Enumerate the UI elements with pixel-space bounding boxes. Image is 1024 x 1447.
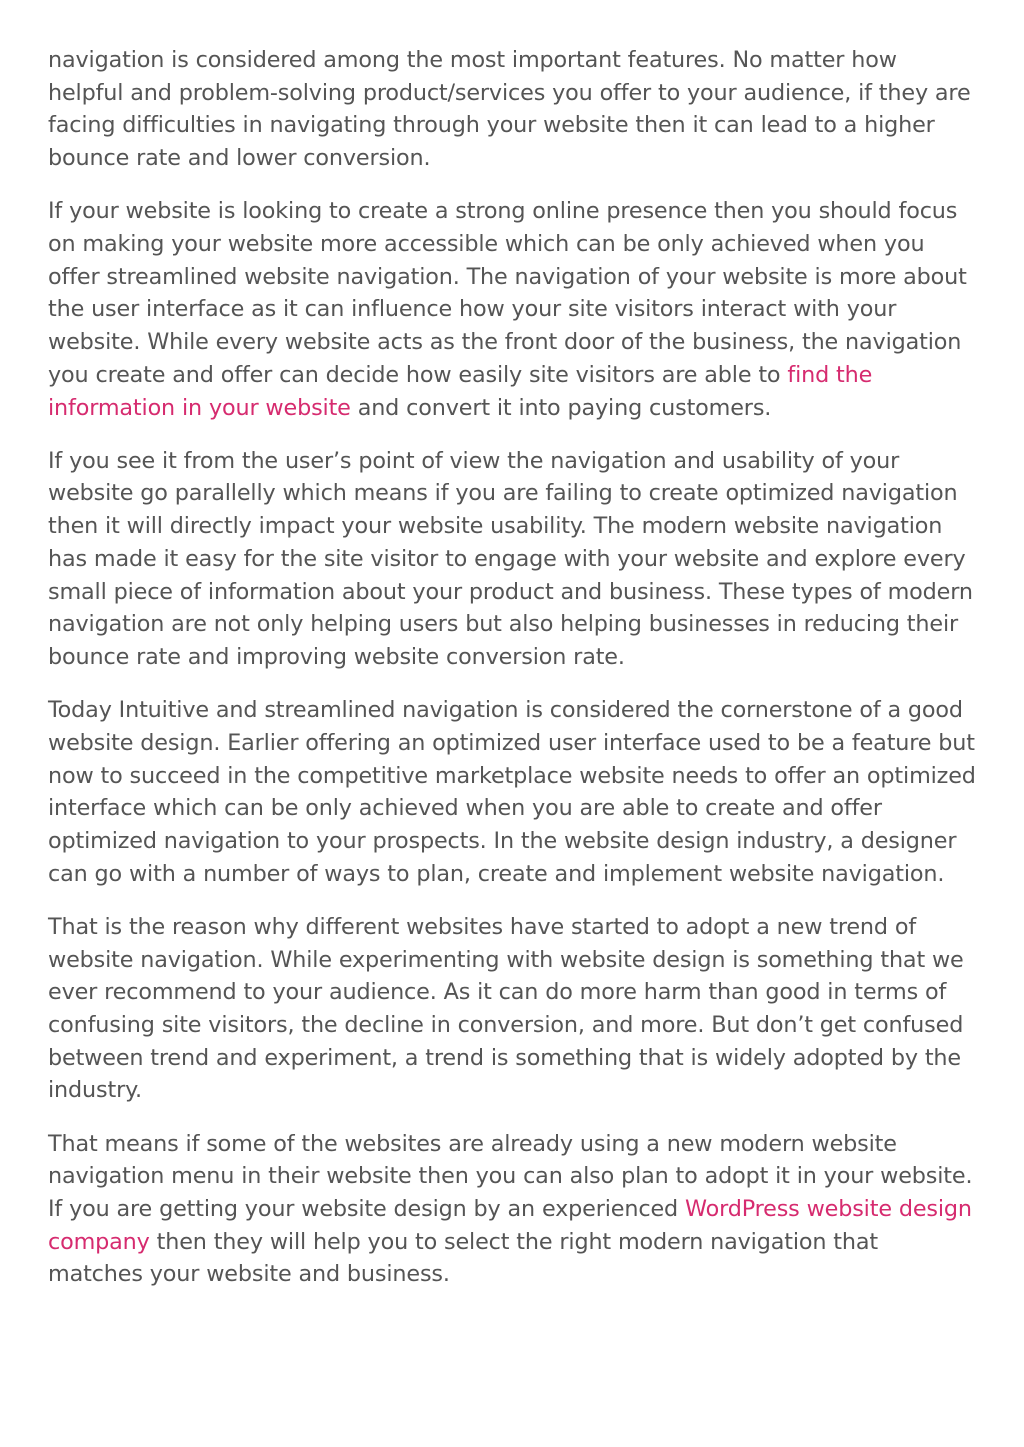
paragraph-6-text-end: then they will help you to select the right modern navigation that matches your website and business. xyxy=(48,1228,878,1288)
paragraph-4 xyxy=(48,694,978,890)
wordpress-design-company-link[interactable]: WordPress website design company xyxy=(48,1196,972,1255)
paragraph-6 xyxy=(48,1128,978,1292)
paragraph-2 xyxy=(48,195,978,424)
paragraph-3 xyxy=(48,445,978,674)
article-body xyxy=(48,44,978,1312)
paragraph-6-text-start: That means if some of the websites are already using a new modern website navigation menu in their website then you can also plan to adopt it in your website. If you are getting your website design by an experienced xyxy=(48,1130,973,1222)
paragraph-2-text-end: and convert it into paying customers. xyxy=(350,394,772,421)
paragraph-5 xyxy=(48,911,978,1107)
paragraph-5-text: That is the reason why different websites have started to adopt a new trend of website navigation. While experimenting with website design is something that we ever recommend to your audience. As it can do more harm than good in terms of confusing site visitors, the decline in conversion, and more. But don’t get confused between trend and experiment, a trend is something that is widely adopted by the industry. xyxy=(48,913,964,1104)
paragraph-3-text: If you see it from the user’s point of view the navigation and usability of your website go parallelly which means if you are failing to create optimized navigation then it will directly impact your website usability. The modern website navigation has made it easy for the site visitor to engage with your website and explore every small piece of information about your product and business. These types of modern navigation are not only helping users but also helping businesses in reducing their bounce rate and improving website conversion rate. xyxy=(48,447,973,670)
paragraph-1-text: navigation is considered among the most important features. No matter how helpful and problem-solving product/services you offer to your audience, if they are facing difficulties in navigating through your website then it can lead to a higher bounce rate and lower conversion. xyxy=(48,47,971,172)
paragraph-2-text-start: If your website is looking to create a strong online presence then you should focus on making your website more accessible which can be only achieved when you offer streamlined website navigation. The navigation of your website is more about the user interface as it can influence how your site visitors interact with your website. While every website acts as the front door of the business, the navigation you create and offer can decide how easily site visitors are able to xyxy=(48,198,967,388)
find-information-link[interactable]: find the information in your website xyxy=(48,361,873,421)
paragraph-1 xyxy=(48,44,978,175)
paragraph-4-text: Today Intuitive and streamlined navigation is considered the cornerstone of a good website design. Earlier offering an optimized user interface used to be a feature but now to succeed in the competitive marketplace website needs to offer an optimized interface which can be only achieved when you are able to create and offer optimized navigation to your prospects. In the website design industry, a designer can go with a number of ways to plan, create and implement website navigation. xyxy=(48,697,976,887)
